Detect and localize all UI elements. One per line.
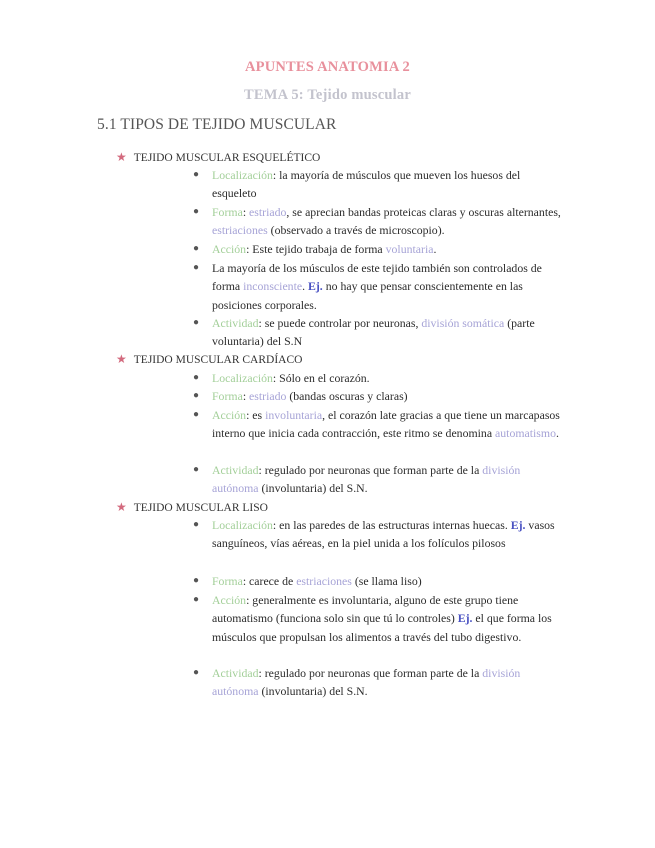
item-text: : en las paredes de las estructuras internas huecas. — [272, 518, 511, 532]
list-item — [193, 516, 563, 553]
item-text: . — [302, 279, 308, 294]
key-term: automatismo — [495, 426, 556, 441]
list-item — [193, 664, 563, 701]
list-item — [193, 387, 563, 405]
section-title-label: TEJIDO MUSCULAR LISO — [133, 502, 268, 514]
bullet-icon: ● — [193, 206, 200, 217]
section-esqueletico-title — [116, 150, 320, 165]
key-term: estriaciones — [296, 574, 352, 588]
bullet-icon: ● — [193, 262, 200, 273]
item-text: (involuntaria) del S.N. — [258, 684, 368, 699]
term-label: Localización — [212, 371, 273, 385]
bullet-icon: ● — [193, 317, 200, 328]
bullet-icon: ● — [193, 169, 200, 180]
term-label: Localización — [212, 168, 273, 182]
item-text: : carece de — [242, 574, 297, 588]
example-label: Ej. — [457, 611, 473, 626]
term-label: Forma — [212, 205, 243, 219]
star-icon: ★ — [116, 150, 127, 164]
key-term: división autónoma — [212, 666, 521, 699]
item-text: : — [242, 389, 250, 403]
term-label: Actividad — [212, 316, 259, 330]
item-text: no hay que pensar conscientemente en las posiciones corporales. — [212, 279, 523, 312]
item-text: . — [555, 426, 559, 441]
item-text: : regulado por neuronas que forman parte de la — [258, 666, 483, 680]
item-text: (se llama liso) — [351, 574, 422, 588]
list-item — [193, 591, 563, 646]
list-item — [193, 166, 563, 203]
list-item — [193, 314, 563, 351]
list-item — [193, 461, 563, 498]
item-text: (observado a través de microscopio). — [267, 223, 445, 238]
document-title: APUNTES ANATOMIA 2 — [244, 59, 410, 75]
term-label: Acción — [212, 242, 247, 256]
term-label: Forma — [212, 389, 243, 403]
list-item — [193, 240, 563, 258]
item-text: vasos sanguíneos, vías aéreas, en la piel unida a los folículos pilosos — [212, 518, 555, 551]
section-heading: 5.1 TIPOS DE TEJIDO MUSCULAR — [97, 116, 337, 133]
item-text: : se puede controlar por neuronas, — [258, 316, 422, 330]
bullet-icon: ● — [193, 390, 200, 401]
bullet-icon: ● — [193, 667, 200, 678]
list-item — [193, 259, 563, 314]
section-cardiaco-title — [116, 352, 302, 367]
item-text: : la mayoría de músculos que mueven los huesos del esqueleto — [212, 168, 521, 201]
key-term: estriado — [249, 389, 287, 403]
list-item — [193, 203, 563, 240]
star-icon: ★ — [116, 500, 127, 514]
bullet-icon: ● — [193, 575, 200, 586]
item-text: (involuntaria) del S.N. — [258, 481, 368, 496]
item-text: : Este tejido trabaja de forma — [246, 242, 386, 256]
item-text: el que forma los músculos que propulsan los alimentos a través del tubo digestivo. — [212, 611, 552, 644]
bullet-icon: ● — [193, 594, 200, 605]
key-term: involuntaria — [265, 408, 323, 422]
item-text: : generalmente es involuntaria, alguno de este grupo tiene automatismo (funciona solo sin que tú lo controles) — [212, 593, 519, 626]
term-label: Acción — [212, 408, 247, 422]
section-liso-title — [116, 500, 268, 515]
item-text: , se aprecian bandas proteicas claras y oscuras alternantes, — [286, 205, 561, 219]
key-term: estriado — [249, 205, 287, 219]
item-text: : es — [246, 408, 266, 422]
key-term: inconsciente — [243, 279, 303, 294]
key-term: estriaciones — [212, 223, 268, 238]
item-text: : regulado por neuronas que forman parte de la — [258, 463, 483, 477]
item-text: (bandas oscuras y claras) — [286, 389, 408, 403]
item-text: : Sólo en el corazón. — [272, 371, 370, 385]
item-text: La mayoría de los músculos de este tejido también son controlados de forma — [212, 261, 542, 294]
list-item — [193, 406, 563, 443]
term-label: Actividad — [212, 463, 259, 477]
bullet-icon: ● — [193, 409, 200, 420]
item-text: (parte voluntaria) del S.N — [212, 316, 535, 349]
list-item — [193, 572, 563, 590]
bullet-icon: ● — [193, 243, 200, 254]
key-term: división somática — [421, 316, 505, 330]
key-term: división autónoma — [212, 463, 521, 496]
term-label: Actividad — [212, 666, 259, 680]
term-label: Localización — [212, 518, 273, 532]
example-label: Ej. — [510, 518, 526, 532]
star-icon: ★ — [116, 352, 127, 366]
item-text: : — [242, 205, 250, 219]
term-label: Forma — [212, 574, 243, 588]
section-title-label: TEJIDO MUSCULAR ESQUELÉTICO — [133, 152, 321, 164]
item-text: . — [433, 242, 437, 256]
list-item — [193, 369, 563, 387]
section-title-label: TEJIDO MUSCULAR CARDÍACO — [133, 354, 303, 366]
term-label: Acción — [212, 593, 247, 607]
bullet-icon: ● — [193, 464, 200, 475]
document-subtitle: TEMA 5: Tejido muscular — [244, 87, 411, 103]
bullet-icon: ● — [193, 372, 200, 383]
item-text: , el corazón late gracias a que tiene un marcapasos interno que inicia cada contracción, este ritmo se denomina — [212, 408, 560, 441]
bullet-icon: ● — [193, 519, 200, 530]
key-term: voluntaria — [385, 242, 434, 256]
example-label: Ej. — [308, 279, 323, 294]
